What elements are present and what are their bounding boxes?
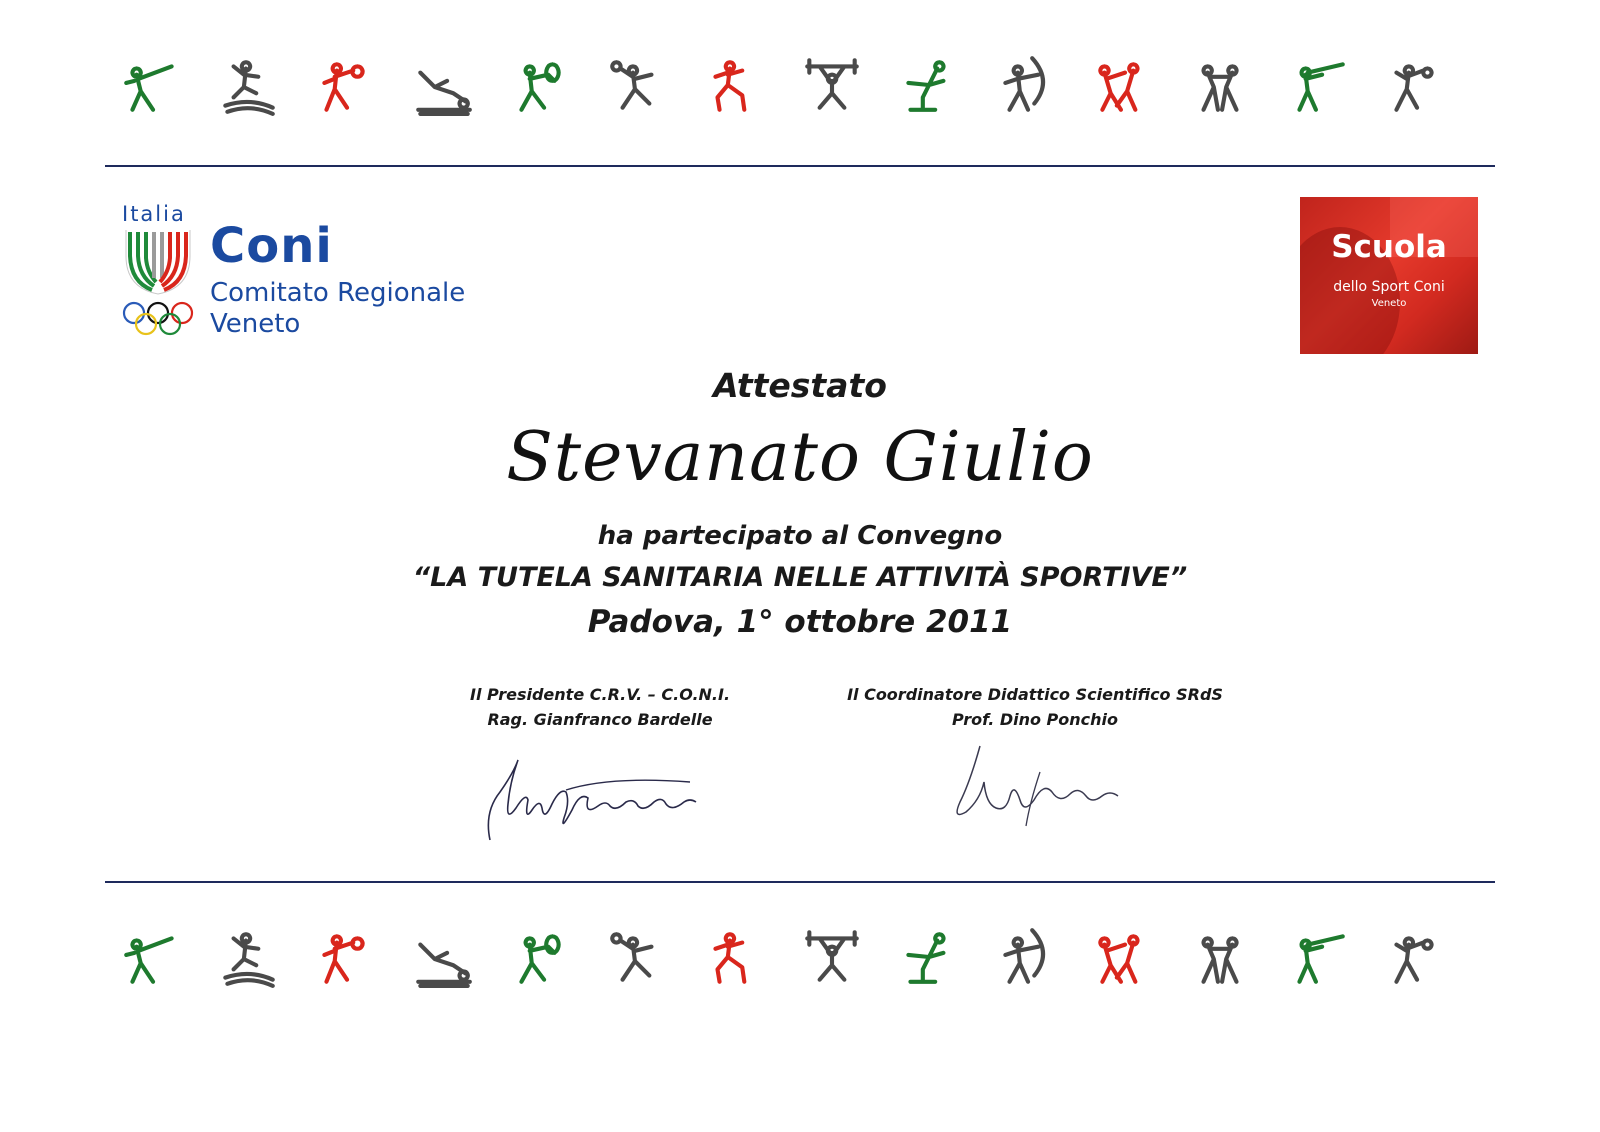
signer-coordinator — [820, 682, 1250, 732]
shooting-icon — [1285, 924, 1351, 990]
judo-icon — [1090, 52, 1156, 118]
participation-line: ha partecipato al Convegno — [597, 521, 1003, 551]
certificate-title: Attestato — [713, 366, 887, 405]
handball-icon — [604, 52, 670, 118]
athletics-icon — [701, 52, 767, 118]
coni-subtitle-line1: Comitato Regionale — [210, 278, 466, 308]
rhythmic-gymnastics-icon — [215, 924, 281, 990]
coni-name: Coni — [210, 218, 333, 274]
scuola-region: Veneto — [1371, 298, 1407, 309]
archery-icon — [993, 52, 1059, 118]
wrestling-icon — [1187, 52, 1253, 118]
recipient-name: Stevanato Giulio — [506, 418, 1094, 497]
gymnastics-icon — [896, 924, 962, 990]
scuola-dello-sport-logo — [1300, 197, 1478, 354]
coni-subtitle-line2: Veneto — [210, 309, 301, 339]
athletics-icon — [701, 924, 767, 990]
signer-coordinator-name: Prof. Dino Ponchio — [951, 710, 1119, 729]
fencing-icon — [118, 924, 184, 990]
signer-coordinator-role: Il Coordinatore Didattico Scientifico SRdS — [847, 685, 1223, 704]
swimming-icon — [410, 52, 476, 118]
signer-president-role: Il Presidente C.R.V. – C.O.N.I. — [469, 685, 731, 704]
event-title: “LA TUTELA SANITARIA NELLE ATTIVITÀ SPORTIVE” — [412, 562, 1188, 593]
judo-icon — [1090, 924, 1156, 990]
coni-shield-icon — [122, 226, 194, 296]
handball-icon — [604, 924, 670, 990]
scuola-title: Scuola — [1331, 229, 1447, 265]
sport-pictogram-row-bottom — [118, 920, 1448, 994]
olympic-rings-icon — [120, 300, 200, 338]
coni-logo — [120, 202, 480, 342]
weightlifting-icon — [799, 52, 865, 118]
coordinator-signature — [940, 742, 1130, 842]
rhythmic-gymnastics-icon — [215, 52, 281, 118]
boxing-icon — [1382, 52, 1448, 118]
gymnastics-icon — [896, 52, 962, 118]
signer-president — [430, 682, 770, 732]
boxing-icon — [1382, 924, 1448, 990]
volleyball-icon — [312, 924, 378, 990]
coni-subtitle — [210, 278, 465, 340]
weightlifting-icon — [799, 924, 865, 990]
place-date: Padova, 1° ottobre 2011 — [587, 604, 1013, 640]
archery-icon — [993, 924, 1059, 990]
top-divider — [105, 165, 1495, 167]
wrestling-icon — [1187, 924, 1253, 990]
tennis-icon — [507, 924, 573, 990]
bottom-divider — [105, 881, 1495, 883]
shooting-icon — [1285, 52, 1351, 118]
volleyball-icon — [312, 52, 378, 118]
scuola-subtitle: dello Sport Coni — [1333, 279, 1445, 295]
fencing-icon — [118, 52, 184, 118]
tennis-icon — [507, 52, 573, 118]
sport-pictogram-row-top — [118, 48, 1448, 122]
coni-italia-label: Italia — [122, 202, 186, 226]
president-signature — [470, 752, 710, 852]
signer-president-name: Rag. Gianfranco Bardelle — [487, 710, 713, 729]
swimming-icon — [410, 924, 476, 990]
